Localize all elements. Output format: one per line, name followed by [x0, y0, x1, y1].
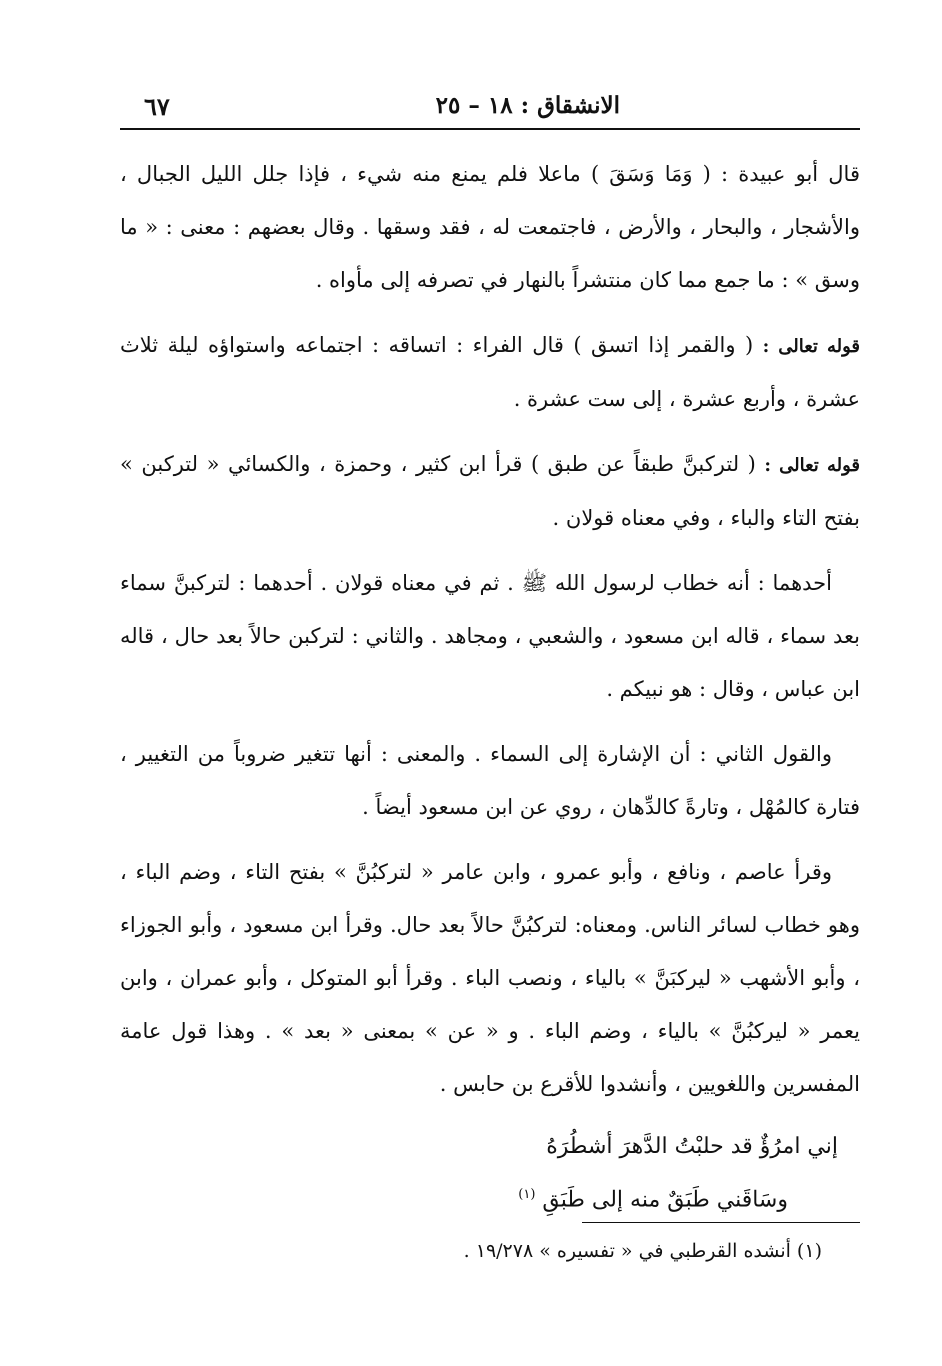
- header-rule: [120, 128, 860, 130]
- paragraph-first-opinion: [120, 557, 860, 716]
- paragraph-verse-qamar: [120, 319, 860, 426]
- paragraph-readings: [120, 846, 860, 1111]
- paragraph-text: أحدهما : أنه خطاب لرسول الله ﷺ . ثم في معناه قولان . أحدهما : لتركبنَّ سماء بعد سماء ، قاله ابن مسعود ، والشعبي ، ومجاهد . والثاني : لتركبن حالاً بعد حال ، قاله ابن عباس ، وقال : هو نبيكم .: [120, 571, 860, 701]
- paragraph-text: وقرأ عاصم ، ونافع ، وأبو عمرو ، وابن عامر « لتركبُنَّ » بفتح التاء ، وضم الباء ، وهو خطاب لسائر الناس. ومعناه: لتركبُنَّ حالاً بعد حال. وقرأ ابن مسعود ، وأبو الجوزاء ، وأبو الأشهب « ليركبَنَّ » بالياء ، ونصب الباء . وقرأ أبو المتوكل ، وأبو عمران ، وابن يعمر « ليركبُنَّ » بالياء ، وضم الباء . و « عن » بمعنى « بعد » . وهذا قول عامة المفسرين واللغويين ، وأنشدوا للأقرع بن حابس .: [120, 860, 860, 1096]
- paragraph-text: قال أبو عبيدة : ( وَمَا وَسَقَ ) ماعلا فلم يمنع منه شيء ، فإذا جلل الليل الجبال ، والأشجار ، والبحار ، والأرض ، فاجتمعت له ، فقد وسقها . وقال بعضهم : معنى : « ما وسق » : ما جمع مما كان منتشراً بالنهار في تصرفه إلى مأواه .: [120, 162, 861, 292]
- paragraph-verse-tarkabunna: [120, 438, 860, 545]
- paragraph-text: ( والقمر إذا اتسق ) قال الفراء : اتساقه : اجتماعه واستواؤه ليلة ثلاث عشرة ، وأربع عشرة ، إلى ست عشرة .: [120, 333, 860, 411]
- footnote: (١) أنشده القرطبي في « تفسيره » ١٩/٢٧٨ .: [463, 1240, 822, 1262]
- footnote-marker: (١): [518, 1187, 536, 1202]
- verse-line-2-text: وسَاقَني طَبَقٌ منه إلى طَبَقِ: [542, 1187, 788, 1213]
- verse-line-2: [120, 1171, 860, 1224]
- page-number: ٦٧: [144, 92, 170, 121]
- paragraph-text: ( لتركبنَّ طبقاً عن طبق ) قرأ ابن كثير ، وحمزة ، والكسائي « لتركبن » بفتح التاء والباء ، وفي معناه قولان .: [120, 452, 860, 530]
- running-title: الانشقاق : ١٨ – ٢٥: [435, 92, 620, 119]
- page-header: [120, 82, 860, 132]
- paragraph-lead: قوله تعالى :: [764, 455, 860, 476]
- paragraph-text: والقول الثاني : أن الإشارة إلى السماء . والمعنى : أنها تتغير ضروباً من التغيير ، فتارة كالمُهْل ، وتارةً كالدِّهان ، روي عن ابن مسعود أيضاً .: [120, 742, 860, 819]
- verse-line-1: إني امرُؤٌ قد حلبْتُ الدَّهرَ أشطُرَهُ: [546, 1134, 838, 1159]
- poetry-verse: [120, 1123, 860, 1224]
- paragraph-lead: قوله تعالى :: [762, 336, 860, 357]
- paragraph-second-opinion: [120, 728, 860, 834]
- main-text: [120, 148, 860, 1224]
- paragraph-abu-ubayda: [120, 148, 860, 307]
- footnote-rule: [582, 1222, 860, 1223]
